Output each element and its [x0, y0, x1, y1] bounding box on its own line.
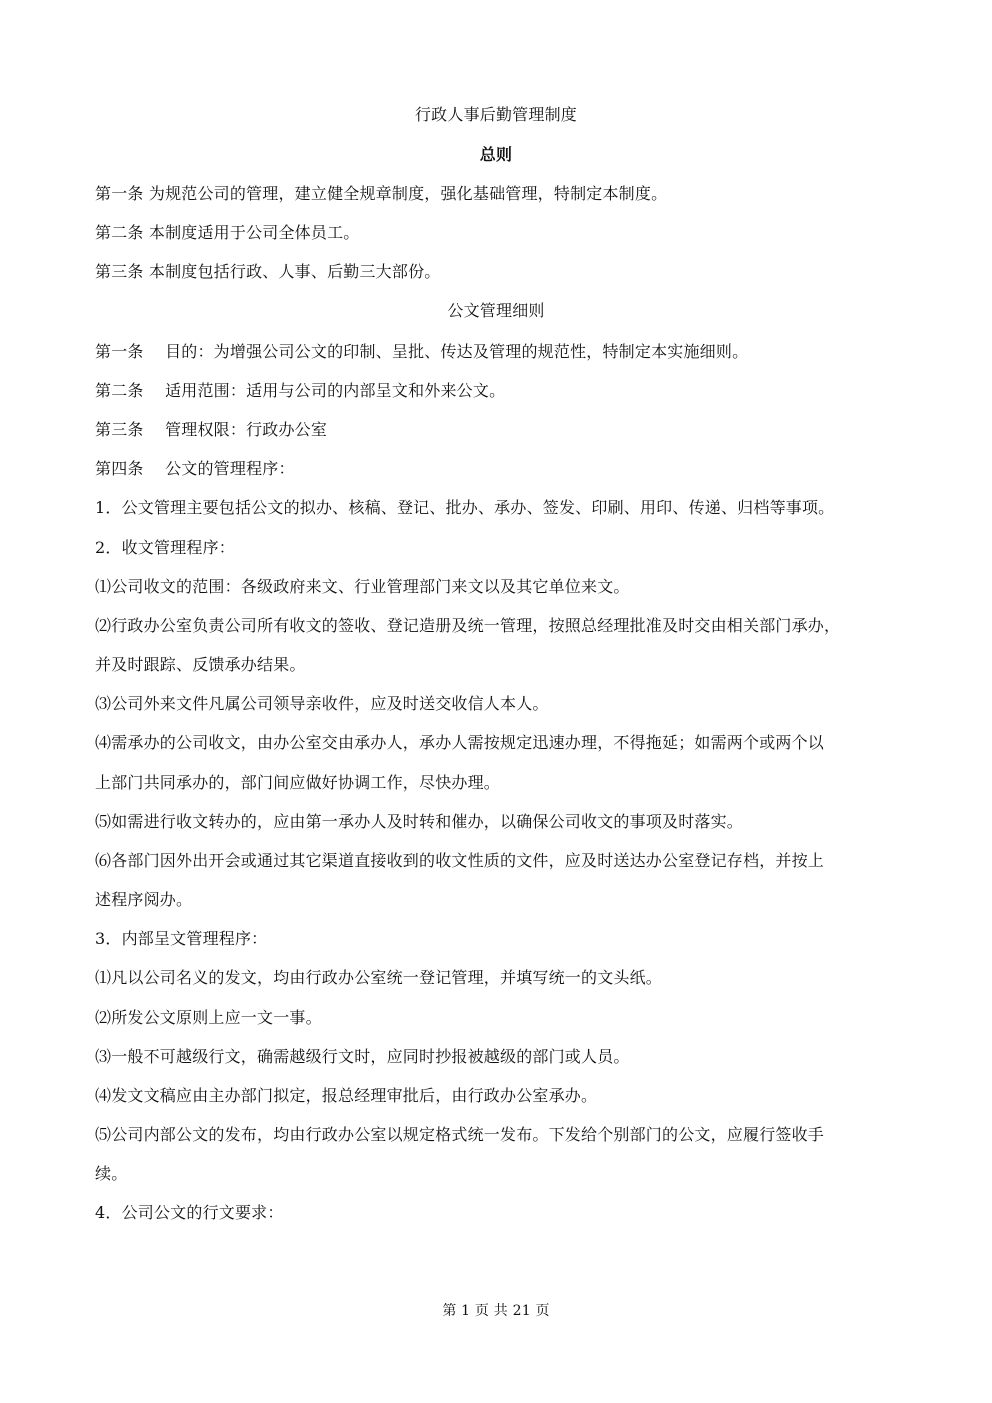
section-line: ⑵所发公文原则上应一文一事。	[95, 1008, 322, 1027]
section-line: ⑸如需进行收文转办的，应由第一承办人及时转和催办，以确保公司收文的事项及时落实。	[95, 812, 744, 831]
section-line: ⑶一般不可越级行文，确需越级行文时，应同时抄报被越级的部门或人员。	[95, 1047, 630, 1066]
page-footer: 第 1 页 共 21 页	[442, 1303, 550, 1319]
general-heading: 总则	[479, 145, 513, 164]
section-line: 2．收文管理程序：	[95, 538, 235, 557]
section-heading: 公文管理细则	[447, 301, 545, 320]
section-line: ⑴公司收文的范围：各级政府来文、行业管理部门来文以及其它单位来文。	[95, 577, 630, 596]
document-title: 行政人事后勤管理制度	[414, 105, 577, 124]
section-line: 第四条 公文的管理程序：	[95, 459, 295, 478]
section-line: ⑷发文文稿应由主办部门拟定，报总经理审批后，由行政办公室承办。	[95, 1086, 598, 1105]
section-line: ⑴凡以公司名义的发文，均由行政办公室统一登记管理，并填写统一的文头纸。	[95, 968, 663, 987]
section-line: ⑹各部门因外出开会或通过其它渠道直接收到的收文性质的文件，应及时送达办公室登记存档，并按上	[95, 851, 825, 870]
general-article-1: 第一条 为规范公司的管理，建立健全规章制度，强化基础管理，特制定本制度。	[95, 184, 668, 203]
section-line: 上部门共同承办的，部门间应做好协调工作，尽快办理。	[95, 773, 501, 792]
section-line: 1．公文管理主要包括公文的拟办、核稿、登记、批办、承办、签发、印刷、用印、传递、归档等事项。	[95, 498, 835, 517]
section-line: 第一条 目的：为增强公司公文的印制、呈批、传达及管理的规范性，特制定本实施细则。	[95, 342, 749, 361]
section-line: 述程序阅办。	[95, 890, 193, 909]
section-line: ⑵行政办公室负责公司所有收文的签收、登记造册及统一管理，按照总经理批准及时交由相关部门承办，	[95, 616, 841, 635]
section-line: 第三条 管理权限：行政办公室	[95, 420, 328, 439]
general-article-3: 第三条 本制度包括行政、人事、后勤三大部份。	[95, 262, 441, 281]
section-line: ⑸公司内部公文的发布，均由行政办公室以规定格式统一发布。下发给个别部门的公文，应履行签收手	[95, 1125, 825, 1144]
section-line: ⑷需承办的公司收文，由办公室交由承办人，承办人需按规定迅速办理，不得拖延；如需两个或两个以	[95, 733, 825, 752]
section-line: ⑶公司外来文件凡属公司领导亲收件，应及时送交收信人本人。	[95, 694, 549, 713]
section-line: 4．公司公文的行文要求：	[95, 1203, 284, 1222]
section-line: 并及时跟踪、反馈承办结果。	[95, 655, 306, 674]
general-article-2: 第二条 本制度适用于公司全体员工。	[95, 223, 360, 242]
section-line: 续。	[95, 1164, 128, 1183]
section-line: 第二条 适用范围：适用与公司的内部呈文和外来公文。	[95, 381, 506, 400]
section-line: 3．内部呈文管理程序：	[95, 929, 268, 948]
